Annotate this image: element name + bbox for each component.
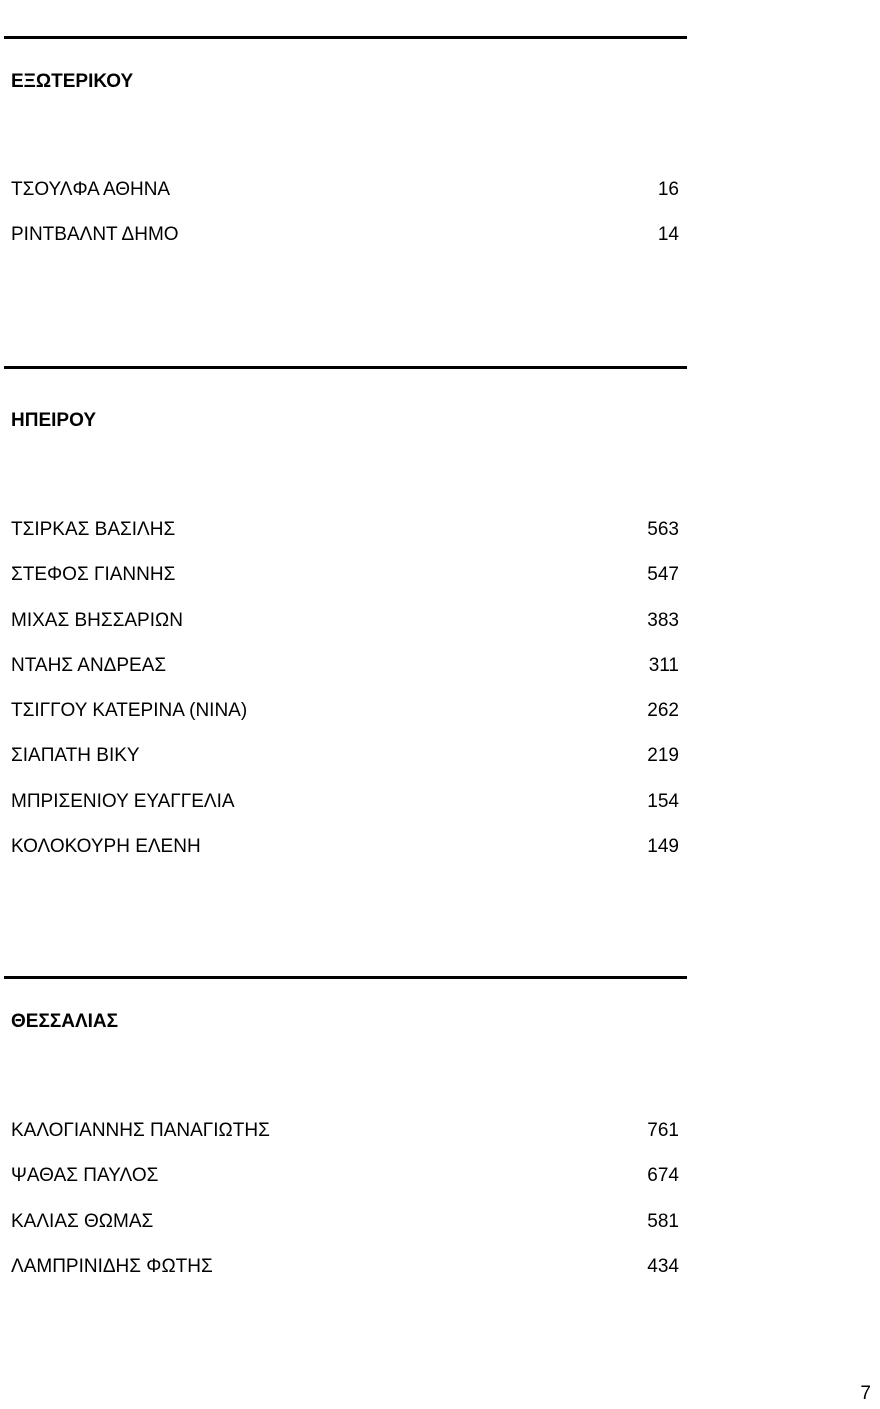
section-ipeirou [0,366,688,876]
candidate-votes: 262 [647,700,679,722]
candidate-row [0,1165,688,1210]
candidate-row [0,791,688,836]
candidate-name: ΚΑΛΙΑΣ ΘΩΜΑΣ [11,1210,154,1232]
candidate-name: ΤΣΟΥΛΦΑ ΑΘΗΝΑ [11,179,171,200]
candidate-votes: 311 [648,654,679,676]
section-exoterikou [0,36,688,266]
section-divider [4,366,687,369]
candidate-row [0,655,688,700]
candidate-row [0,179,688,224]
section-divider [4,36,687,39]
candidate-row [0,1256,688,1301]
candidate-name: ΚΑΛΟΓΙΑΝΝΗΣ ΠΑΝΑΓΙΩΤΗΣ [11,1120,270,1141]
page-number: 7 [860,1383,871,1404]
candidate-row [0,519,688,564]
candidate-row [0,224,688,269]
candidate-votes: 383 [647,609,679,631]
candidate-name: ΡΙΝΤΒΑΛΝΤ ΔΗΜΟ [11,224,179,246]
candidate-name: ΛΑΜΠΡΙΝΙΔΗΣ ΦΩΤΗΣ [11,1255,213,1277]
candidate-name: ΣΙΑΠΑΤΗ ΒΙΚΥ [11,745,140,767]
candidate-name: ΚΟΛΟΚΟΥΡΗ ΕΛΕΝΗ [11,836,201,858]
candidate-name: ΤΣΙΓΓΟΥ ΚΑΤΕΡΙΝΑ (ΝΙΝΑ) [11,700,248,722]
section-heading: ΕΞΩΤΕΡΙΚΟΥ [11,71,134,92]
candidate-votes: 16 [657,179,679,200]
candidate-votes: 674 [647,1165,679,1187]
candidate-name: ΝΤΑΗΣ ΑΝΔΡΕΑΣ [11,654,167,676]
candidate-row [0,700,688,745]
candidate-name: ΜΙΧΑΣ ΒΗΣΣΑΡΙΩΝ [11,609,183,631]
section-thessalias [0,976,688,1296]
section-heading: ΗΠΕΙΡΟΥ [11,410,96,431]
candidate-list [0,519,688,881]
candidate-list [0,179,688,270]
section-heading: ΘΕΣΣΑΛΙΑΣ [11,1011,119,1032]
candidate-name: ΣΤΕΦΟΣ ΓΙΑΝΝΗΣ [11,564,176,586]
candidate-name: ΤΣΙΡΚΑΣ ΒΑΣΙΛΗΣ [11,519,176,540]
candidate-votes: 434 [647,1255,679,1277]
candidate-name: ΨΑΘΑΣ ΠΑΥΛΟΣ [11,1165,159,1187]
candidate-row [0,564,688,609]
candidate-votes: 14 [657,224,679,246]
section-divider [4,976,687,979]
candidate-row [0,1120,688,1165]
candidate-votes: 219 [647,745,679,767]
candidate-votes: 547 [647,564,679,586]
candidate-row [0,1211,688,1256]
candidate-name: ΜΠΡΙΣΕΝΙΟΥ ΕΥΑΓΓΕΛΙΑ [11,790,235,812]
candidate-row [0,610,688,655]
candidate-votes: 563 [647,519,679,540]
candidate-list [0,1120,688,1301]
candidate-votes: 154 [647,790,679,812]
candidate-votes: 761 [647,1120,679,1141]
candidate-row [0,745,688,790]
candidate-votes: 581 [647,1210,679,1232]
candidate-votes: 149 [647,836,679,858]
candidate-row [0,836,688,881]
